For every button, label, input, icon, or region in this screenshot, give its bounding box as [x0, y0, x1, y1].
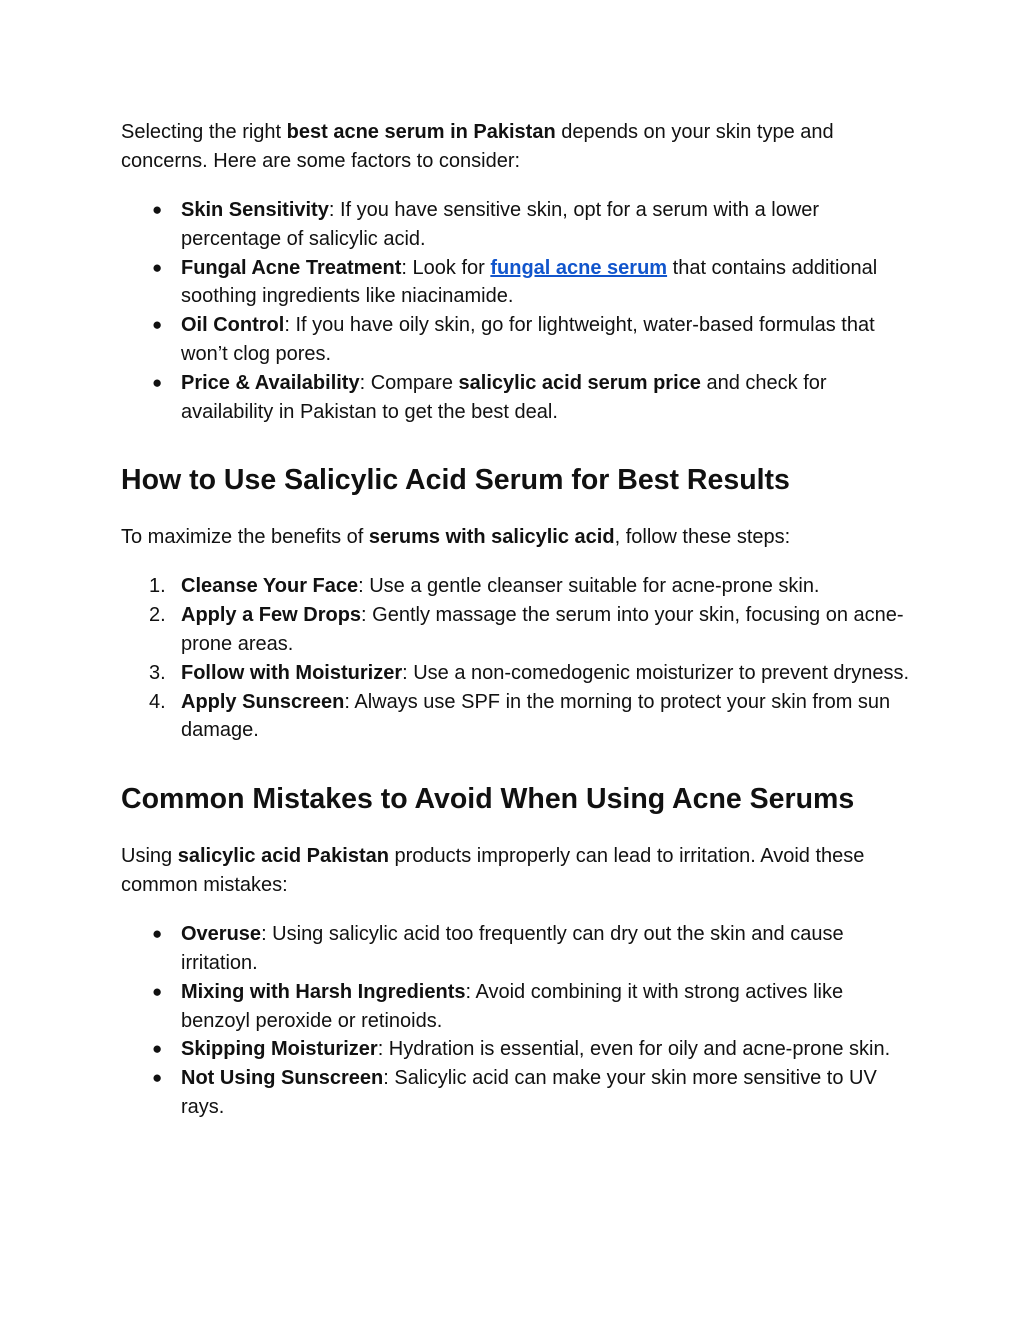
- item-text: : If you have oily skin, go for lightweight, water-based formulas that won’t clog pores.: [181, 314, 875, 365]
- step-number: 3.: [149, 661, 166, 684]
- item-text: : Use a gentle cleanser suitable for acne-prone skin.: [358, 575, 820, 598]
- bullet-marker: ●: [152, 1039, 163, 1059]
- list-item: [121, 688, 911, 746]
- section-heading: How to Use Salicylic Acid Serum for Best Results: [121, 464, 790, 497]
- step-number: 2.: [149, 604, 166, 627]
- item-term: Skin Sensitivity: [181, 199, 329, 221]
- bullet-marker: ●: [152, 924, 163, 944]
- list-item: [121, 978, 911, 1036]
- item-text-end: that contains additional soothing ingredients like niacinamide.: [181, 256, 878, 308]
- list-item: [121, 1064, 911, 1122]
- item-text: : Using salicylic acid too frequently can dry out the skin and cause irritation.: [181, 923, 844, 974]
- list-item: [121, 572, 911, 601]
- item-text: : Always use SPF in the morning to protect your skin from sun damage.: [181, 690, 891, 742]
- intro-keyword: salicylic acid Pakistan: [177, 845, 389, 868]
- intro-paragraph: [121, 118, 911, 176]
- list-item: [121, 601, 911, 659]
- item-text-end: and check for availability in Pakistan to get the best deal.: [181, 371, 827, 423]
- fungal-acne-serum-link[interactable]: fungal acne serum: [490, 256, 668, 279]
- list-item: [121, 659, 911, 688]
- item-term: Follow with Moisturizer: [181, 661, 403, 684]
- bullet-marker: ●: [152, 200, 163, 219]
- section-intro-paragraph: [121, 523, 911, 552]
- intro-text-end: , follow these steps:: [614, 526, 791, 549]
- intro-text: Using: [121, 845, 178, 868]
- item-term: Apply Sunscreen: [181, 690, 345, 713]
- item-term: Mixing with Harsh Ingredients: [181, 980, 466, 1003]
- step-number: 4.: [149, 690, 166, 713]
- item-term: Oil Control: [181, 314, 285, 337]
- steps-list: [121, 572, 911, 745]
- item-text: : Hydration is essential, even for oily and acne-prone skin.: [377, 1038, 891, 1061]
- item-text: : Compare: [359, 371, 459, 394]
- item-term: Fungal Acne Treatment: [181, 256, 402, 279]
- item-text: : Gently massage the serum into your skin, focusing on acne-prone areas.: [181, 604, 904, 655]
- factors-list: [121, 196, 911, 426]
- item-text: : Use a non-comedogenic moisturizer to prevent dryness.: [402, 661, 910, 684]
- section-heading: Common Mistakes to Avoid When Using Acne Serums: [121, 783, 855, 816]
- intro-text: To maximize the benefits of: [121, 526, 369, 549]
- item-term: Cleanse Your Face: [181, 575, 359, 598]
- section-intro-paragraph: [121, 842, 911, 900]
- item-keyword: salicylic acid serum price: [458, 371, 701, 394]
- list-item: [121, 369, 911, 427]
- intro-keyword: best acne serum in Pakistan: [286, 121, 556, 143]
- intro-text: Selecting the right: [121, 121, 287, 143]
- list-item: [121, 1035, 911, 1064]
- bullet-marker: ●: [152, 257, 163, 277]
- item-text: : Look for: [401, 256, 491, 279]
- step-number: 1.: [149, 575, 166, 598]
- bullet-marker: ●: [152, 315, 163, 335]
- intro-text-end: depends on your skin type and concerns. Here are some factors to consider:: [121, 121, 834, 172]
- item-term: Not Using Sunscreen: [181, 1067, 384, 1090]
- item-text: : Avoid combining it with strong actives like benzoyl peroxide or retinoids.: [181, 980, 844, 1032]
- mistakes-list: [121, 920, 911, 1122]
- intro-text-end: products improperly can lead to irritation. Avoid these common mistakes:: [121, 845, 865, 897]
- document-page: [121, 118, 911, 1122]
- list-item: [121, 920, 911, 978]
- item-term: Skipping Moisturizer: [181, 1038, 378, 1061]
- list-item: [121, 254, 911, 312]
- item-text: : If you have sensitive skin, opt for a serum with a lower percentage of salicylic acid.: [181, 199, 820, 250]
- intro-keyword: serums with salicylic acid: [368, 526, 615, 549]
- item-term: Price & Availability: [181, 371, 360, 394]
- item-text: : Salicylic acid can make your skin more sensitive to UV rays.: [181, 1067, 877, 1118]
- bullet-marker: ●: [152, 1068, 163, 1088]
- list-item: [121, 196, 911, 254]
- bullet-marker: ●: [152, 981, 163, 1001]
- bullet-marker: ●: [152, 372, 163, 392]
- list-item: [121, 311, 911, 369]
- item-term: Overuse: [181, 923, 262, 946]
- item-term: Apply a Few Drops: [181, 604, 362, 627]
